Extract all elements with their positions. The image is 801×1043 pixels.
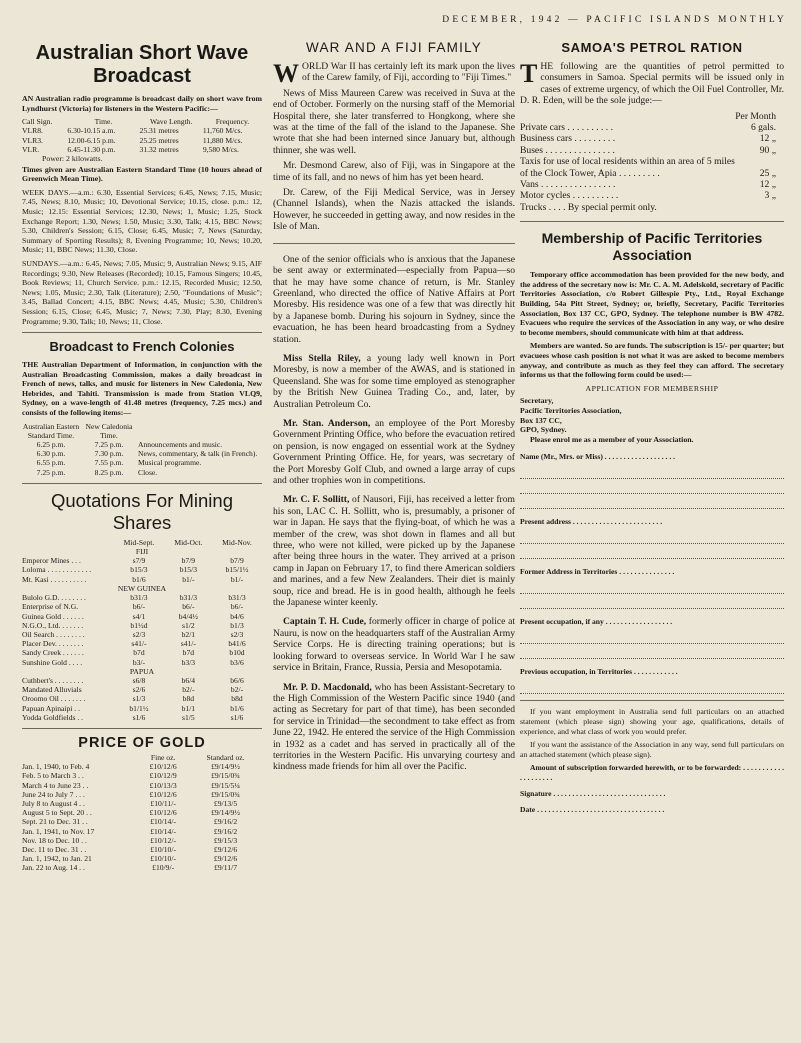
- table-cell: b3/-: [132, 657, 146, 667]
- table-cell: Emperor Mines . . .: [22, 556, 81, 566]
- form-blank-line[interactable]: [520, 581, 784, 594]
- table-cell: 6.30 p.m.: [36, 449, 66, 459]
- news-item-lead: Captain T. H. Cude,: [283, 616, 367, 628]
- table-cell: b4/6: [230, 611, 244, 621]
- column-left: [22, 38, 262, 1035]
- amount-field[interactable]: Amount of subscription forwarded herewith, or to be forwarded: . . . . . . . . . . . . . . . . . . . .: [520, 763, 784, 783]
- form-blank-line[interactable]: [520, 531, 784, 544]
- table-cell: 12 „: [759, 133, 776, 145]
- samoa-trucks: Trucks . . . . By special permit only.: [520, 201, 657, 213]
- divider: [520, 700, 784, 701]
- shortwave-power: Power: 2 kilowatts.: [42, 154, 103, 163]
- table-row: [22, 648, 262, 657]
- divider: [520, 221, 784, 222]
- table-cell: £10/13/3: [149, 780, 177, 790]
- mining-head-oct: Mid-Oct.: [174, 537, 203, 547]
- samoa-title: SAMOA'S PETROL RATION: [561, 40, 743, 55]
- table-cell: s6/8: [132, 675, 146, 685]
- table-row: [520, 122, 784, 133]
- fr-head-aest: Australian Eastern Standard Time.: [22, 421, 80, 440]
- table-cell: £10/10/-: [150, 854, 176, 864]
- fr-head-item: [138, 422, 262, 440]
- table-cell: s1/6: [230, 712, 244, 722]
- table-cell: Mt. Kasi . . . . . . . . . .: [22, 574, 87, 584]
- mining-head-blank: [22, 538, 113, 547]
- table-row: [22, 630, 262, 639]
- table-row: [22, 771, 262, 780]
- column-middle: [271, 38, 515, 1035]
- table-row: [22, 565, 262, 574]
- table-cell: b4/4½: [178, 611, 198, 621]
- table-cell: b7/9: [181, 556, 196, 566]
- table-cell: Loloma . . . . . . . . . . . .: [22, 565, 92, 575]
- gold-title: PRICE OF GOLD: [78, 734, 206, 751]
- table-row: [22, 854, 262, 863]
- form-blank-line[interactable]: [520, 681, 784, 694]
- table-cell: 6.25 p.m.: [36, 440, 66, 450]
- table-cell: b31/3: [130, 593, 148, 603]
- table-cell: 90 „: [759, 144, 776, 156]
- table-row: [22, 449, 262, 458]
- gold-table-body: [22, 762, 262, 872]
- news-item-lead: Miss Stella Riley,: [283, 352, 361, 364]
- table-cell: 11,760 M/cs.: [202, 126, 243, 136]
- table-cell: VLR8.: [22, 126, 43, 136]
- form-blank-line[interactable]: [520, 466, 784, 479]
- table-cell: Oroomo Oil . . . . . . .: [22, 694, 86, 704]
- table-cell: 25.25 metres: [139, 135, 179, 145]
- table-row: [22, 556, 262, 565]
- table-row: [22, 762, 262, 771]
- news-item-text: formerly officer in charge of police at Nauru, is now on the headquarters staff of the Australian Army Service Corps. He is directing training operations; but is looking forward to overseas service. In World War I he saw service in Britain, France, Russia, Persia and Mesopotamia.: [273, 616, 515, 674]
- table-cell: s1/5: [182, 712, 195, 722]
- table-cell: £10/10/-: [150, 844, 176, 854]
- table-cell: VLR3.: [22, 135, 43, 145]
- sw-head-freq: Frequency.: [215, 117, 250, 127]
- table-cell: £9/12/6: [213, 844, 238, 854]
- table-cell: b7d: [133, 648, 145, 658]
- table-cell: b3/3: [181, 657, 196, 667]
- divider: [22, 332, 262, 333]
- table-row: [22, 593, 262, 602]
- gold-head-fine: Fine oz.: [150, 752, 176, 762]
- column-right: [518, 38, 784, 1035]
- table-cell: b6/-: [230, 602, 244, 612]
- table-cell: £10/14/-: [150, 817, 176, 827]
- signature-field[interactable]: Signature . . . . . . . . . . . . . . . . . . . . . . . . . . . . . .: [520, 789, 666, 799]
- drop-cap: W: [273, 59, 299, 88]
- table-row: [22, 836, 262, 845]
- assistance-note: If you want the assistance of the Association in any way, send full particulars on an attached statement (which please sign).: [520, 740, 784, 759]
- table-row: [22, 468, 262, 477]
- table-cell: b7/9: [230, 556, 244, 566]
- news-item-lead: Mr. C. F. Sollitt,: [283, 494, 350, 506]
- membership-p1: Temporary office accommodation has been provided for the new body, and the address of the secretary now is: Mr. C. A. M. Adelskold, secretary of Pacific Territories Association, c/o Robert Gillespie Pty., Ltd., Royal Exchange Building, 54a Pitt Street, Sydney; or, briefly, Secretary, Pacific Territories Association, Box 137 CC, GPO, Sydney. The telephone number is BW 4782. Evacuees who require the services of the Association in any way, or who desire to become members, should communicate with him at that address.: [520, 270, 784, 337]
- table-row: [22, 639, 262, 648]
- sw-head-time: Time.: [94, 117, 113, 127]
- table-cell: £9/14/9½: [211, 808, 240, 818]
- table-cell: b6/-: [182, 602, 195, 612]
- table-row: [22, 126, 262, 135]
- table-cell: £9/15/5¼: [211, 780, 240, 790]
- gold-head-blank: [22, 753, 137, 762]
- table-cell: Guinea Gold . . . . . .: [22, 611, 84, 621]
- form-blank-line[interactable]: [520, 481, 784, 494]
- table-row: [22, 845, 262, 854]
- form-title: APPLICATION FOR MEMBERSHIP: [585, 383, 719, 393]
- table-row: [22, 781, 262, 790]
- table-cell: 6.45-11.30 p.m.: [67, 144, 116, 154]
- table-cell: Buses . . . . . . . . . . . . . . .: [520, 144, 615, 156]
- table-row: [22, 621, 262, 630]
- per-month-label: Per Month: [735, 110, 776, 122]
- table-cell: Oil Search . . . . . . . .: [22, 629, 85, 639]
- table-cell: Mandated Alluvials: [22, 685, 82, 695]
- fiji-para: News of Miss Maureen Carew was received in Suva at the end of October. Formerly on the nursing staff of the Memorial Hospital there, she later transferred to Hongkong, where she was at the time of the fall of the island to the Japanese. She wrote that she had been interned since January but, although thinner, she was well.: [273, 87, 515, 156]
- news-item-lead: Mr. Stan. Anderson,: [283, 417, 371, 429]
- employment-note: If you want employment in Australia send full particulars on an attached statement (which please sign) showing your age, qualifications, details of experience, and what class of work you would prefer.: [520, 707, 784, 736]
- table-cell: Private cars . . . . . . . . . .: [520, 122, 613, 134]
- table-cell: 6.55 p.m.: [36, 458, 66, 468]
- table-cell: £9/16/2: [213, 817, 238, 827]
- table-cell: b7d: [182, 648, 195, 658]
- table-row: [22, 575, 262, 584]
- divider: [22, 728, 262, 729]
- news-item: [273, 254, 515, 345]
- form-field-label[interactable]: Present occupation, if any . . . . . . . . . . . . . . . . . .: [520, 617, 673, 627]
- table-cell: £9/13/5: [213, 798, 238, 808]
- table-cell: 7.25 p.m.: [94, 440, 124, 450]
- table-cell: VLR.: [22, 144, 40, 154]
- fiji-title: WAR AND A FIJI FAMILY: [306, 40, 482, 55]
- membership-title: Membership of Pacific Territories Association: [541, 230, 763, 264]
- form-blank-line[interactable]: [520, 596, 784, 609]
- table-cell: b1/-: [182, 574, 195, 584]
- table-cell: £9/14/9½: [211, 762, 240, 772]
- samoa-intro-text: HE following are the quantities of petrol permitted to consumers in Samoa. Special permits will be issued only in cases of extreme urgency, of which the Oil Fuel Controller, Mr. D. R. Eden, will be the sole judge:—: [520, 61, 784, 107]
- table-cell: Sandy Creek . . . . . .: [22, 648, 84, 658]
- table-row: [22, 612, 262, 621]
- table-cell: 12.00-6.15 p.m.: [67, 135, 116, 145]
- fiji-para: [273, 59, 515, 88]
- table-cell: £10/12/6: [149, 808, 177, 818]
- form-blank-line[interactable]: [520, 631, 784, 644]
- table-cell: b1/1½: [129, 703, 149, 713]
- table-cell: Dec. 11 to Dec. 31 . .: [22, 844, 87, 854]
- table-row: [22, 704, 262, 713]
- table-cell: Sunshine Gold . . . .: [22, 657, 83, 667]
- table-cell: £10/12/-: [150, 835, 176, 845]
- table-cell: Jan. 1, 1941, to Nov. 17: [22, 826, 95, 836]
- fiji-para-text: ORLD War II has certainly left its mark upon the lives of the Carew family, of Fiji, according to "Fiji Times.": [302, 61, 515, 84]
- news-item: [273, 418, 515, 486]
- news-item-lead: Mr. P. D. Macdonald,: [283, 681, 372, 693]
- group-heading-new-guinea: NEW GUINEA: [117, 583, 167, 593]
- table-cell: b8d: [231, 694, 243, 704]
- table-cell: s41/-: [131, 639, 147, 649]
- table-cell: Cuthbert's . . . . . . . .: [22, 675, 84, 685]
- shortwave-intro: AN Australian radio programme is broadcast daily on short wave from Lyndhurst (Victoria) for listeners in the Western Pacific:—: [22, 94, 262, 113]
- table-row: [22, 863, 262, 872]
- table-cell: Papuan Apinaipi . .: [22, 703, 81, 713]
- shortwave-table: [22, 117, 262, 154]
- table-cell: 12 „: [759, 179, 776, 191]
- table-row: [22, 458, 262, 467]
- table-cell: £9/15/0¾: [211, 789, 240, 799]
- form-field-label[interactable]: Previous occupation, in Territories . . . . . . . . . . . .: [520, 667, 678, 677]
- table-cell: s7/9: [132, 556, 146, 566]
- table-row: [22, 676, 262, 685]
- table-cell: b6/4: [181, 675, 196, 685]
- table-cell: b2/1: [181, 629, 196, 639]
- petrol-table-body: [520, 122, 784, 202]
- sw-head-call: Call Sign.: [22, 117, 53, 127]
- table-row: [22, 817, 262, 826]
- table-cell: b1/6: [132, 574, 146, 584]
- table-row: [520, 190, 784, 201]
- form-blank-line[interactable]: [520, 496, 784, 509]
- fiji-para: Mr. Desmond Carew, also of Fiji, was in Singapore at the time of its fall, and no news of him has yet been heard.: [273, 160, 515, 183]
- table-cell: Enterprise of N.G.: [22, 602, 79, 612]
- table-row: [520, 133, 784, 144]
- personal-notes: [273, 254, 515, 773]
- table-cell: Close.: [138, 467, 158, 477]
- table-row: [22, 808, 262, 817]
- table-cell: 9,580 M/cs.: [202, 144, 239, 154]
- table-row: [520, 179, 784, 190]
- table-cell: s2/6: [132, 685, 146, 695]
- form-address: Secretary, Pacific Territories Association, Box 137 CC, GPO, Sydney.: [520, 396, 622, 435]
- table-row: [22, 440, 262, 449]
- table-row: [22, 790, 262, 799]
- form-blank-line[interactable]: [520, 546, 784, 559]
- table-cell: £10/11/-: [150, 798, 176, 808]
- table-cell: 7.55 p.m.: [94, 458, 124, 468]
- table-cell: s1/3: [132, 694, 146, 704]
- table-row: [22, 658, 262, 667]
- table-cell: b15/1½: [225, 565, 249, 575]
- table-cell: 25.31 metres: [139, 126, 179, 136]
- news-item-text: of Nausori, Fiji, has received a letter from his son, LAC C. H. Sollitt, who is, presumably, a prisoner of war in Japan. He says that the flying-boat, of which he was a member of the crew, was shot down in flames and all but three, who were not killed, were picked up by the Japanese after being three hours in the water. They arrived at a prison camp in Japan on February 17, to find there American soldiers and marines, and a few New Zealanders. Their diet is mainly soup, rice and bread. He is in good health, although he feels the Japanese winter keenly.: [273, 494, 515, 609]
- news-item-text: who has been Assistant-Secretary to the High Commission of the Western Pacific since 1940 (and acting as Secretary for part of that time), has been seconded for service in Trinidad—the secondment to take effect as from June 22, 1942. He entered the service of the High Commission in 1932 as a cadet and has served in practically all of the territories in the Western Pacific. His unvarying courtesy and kindness made friends for him all over the Pacific.: [273, 681, 515, 773]
- table-cell: £9/15/3: [213, 835, 238, 845]
- table-row: [22, 685, 262, 694]
- divider: [22, 483, 262, 484]
- form-field-label[interactable]: Former Address in Territories . . . . . . . . . . . . . . .: [520, 567, 675, 577]
- table-cell: Yodda Goldfields . .: [22, 712, 84, 722]
- news-item: [273, 353, 515, 410]
- table-cell: 25 „: [759, 167, 776, 179]
- table-cell: s4/1: [132, 611, 146, 621]
- table-cell: b2/-: [182, 685, 195, 695]
- table-cell: b8d: [182, 694, 195, 704]
- table-cell: b10d: [229, 648, 245, 658]
- table-cell: Taxis for use of local residents within an area of 5 miles of the Clock Tower, Apia . . . . . . . . .: [520, 156, 735, 179]
- mining-head-nov: Mid-Nov.: [222, 537, 252, 547]
- news-item: [273, 494, 515, 608]
- table-cell: b6/-: [132, 602, 146, 612]
- table-cell: b1/-: [230, 574, 244, 584]
- table-cell: News, commentary, & talk (in French).: [138, 449, 258, 459]
- table-cell: Vans . . . . . . . . . . . . . . . .: [520, 179, 616, 191]
- table-cell: £9/11/7: [214, 863, 237, 873]
- table-row: [22, 602, 262, 611]
- table-cell: Bulolo G.D. . . . . . . .: [22, 593, 86, 603]
- table-row: [22, 827, 262, 836]
- table-cell: 6 gals.: [750, 122, 776, 134]
- fiji-para: Dr. Carew, of the Fiji Medical Service, was in Jersey (Channel Islands), when the Nazis attacked the islands. However, he succeeded in getting away, and now resides in the Isle of Man.: [273, 187, 515, 233]
- table-cell: March 4 to June 23 . .: [22, 780, 89, 790]
- table-cell: 11,880 M/cs.: [202, 135, 243, 145]
- table-cell: £9/15/0¾: [211, 771, 240, 781]
- table-cell: b1/1: [181, 703, 196, 713]
- form-field-label[interactable]: Name (Mr., Mrs. or Miss) . . . . . . . . . . . . . . . . . . .: [520, 452, 676, 462]
- news-item: [273, 682, 515, 773]
- french-table: [22, 422, 262, 477]
- table-cell: £9/16/2: [213, 826, 238, 836]
- form-fields: [520, 452, 784, 694]
- table-cell: 7.25 p.m.: [36, 467, 66, 477]
- table-cell: Jan. 22 to Aug. 14 . .: [22, 863, 85, 873]
- table-cell: b1/3: [230, 620, 244, 630]
- table-cell: £10/14/-: [150, 826, 176, 836]
- table-cell: s1/2: [182, 620, 195, 630]
- table-cell: Jan. 1, 1940, to Feb. 4: [22, 762, 90, 772]
- table-cell: s41/-: [180, 639, 196, 649]
- french-title: Broadcast to French Colonies: [49, 339, 235, 355]
- table-cell: Business cars . . . . . . . . .: [520, 133, 616, 145]
- running-head: DECEMBER, 1942 — PACIFIC ISLANDS MONTHLY: [442, 15, 787, 25]
- table-cell: N.G.O., Ltd. . . . . . .: [22, 620, 84, 630]
- drop-cap: T: [520, 59, 538, 88]
- table-cell: b15/3: [130, 565, 148, 575]
- mining-title: Quotations For Mining Shares: [50, 489, 233, 533]
- table-cell: £10/12/6: [149, 789, 177, 799]
- gold-table: [22, 753, 262, 873]
- table-cell: b31/3: [179, 593, 197, 603]
- table-cell: 3 „: [764, 190, 776, 202]
- table-cell: Motor cycles . . . . . . . . . .: [520, 190, 619, 202]
- table-cell: Feb. 5 to March 3 . .: [22, 771, 84, 781]
- gold-head-standard: Standard oz.: [206, 752, 245, 762]
- table-cell: Musical programme.: [138, 458, 202, 468]
- table-row: [22, 799, 262, 808]
- table-cell: b41/6: [228, 639, 246, 649]
- table-cell: b1/6: [230, 703, 244, 713]
- table-cell: £10/12/9: [149, 771, 177, 781]
- table-cell: £10/9/-: [152, 863, 175, 873]
- petrol-table: [520, 122, 784, 202]
- news-item: [273, 616, 515, 673]
- table-cell: s1/6: [132, 712, 146, 722]
- french-intro: THE Australian Department of Information, in conjunction with the Australian Broadcasting Commission, makes a daily broadcast in French of news, talks, and music for listeners in New Caledonia, New Hebrides, and Tahiti. Transmission is made from Station VLQ9, Sydney, on a wave-length of 41.48 metres (frequency, 7.25 mcs.) and consists of the following items:—: [22, 360, 262, 418]
- table-cell: Sept. 21 to Dec. 31 . .: [22, 817, 88, 827]
- membership-p2: Members are wanted. So are funds. The subscription is 15/- per quarter; but evacuees whose cash position is not what it was are asked to become members anyway, and contribute as much as they feel they can afford. The secretary informs us that the following form could be used:—: [520, 341, 784, 380]
- table-cell: Jan. 1, 1942, to Jan. 21: [22, 854, 92, 864]
- group-heading-fiji: FIJI: [135, 547, 149, 557]
- news-item-text: a young lady well known in Port Moresby, is now a member of the AWAS, and is stationed in Queensland. She was for some time employed as stenographer by the British New Guinea Trading Co., and, later, by Australian Petroleum Co.: [273, 352, 515, 410]
- news-item-text: an employee of the Port Moresby Government Printing Office, who before the evacuation retired on pension, is now engaged on essential work at the Sydney Government Printing Office. He, for years, was secretary of the Port Moresby Golf Club, and owned a large array of cups and other trophies won in competitions.: [273, 417, 515, 486]
- divider: [273, 243, 515, 244]
- table-cell: 6.30-10.15 a.m.: [67, 126, 116, 136]
- table-cell: b31/3: [228, 593, 246, 603]
- table-row: [520, 156, 784, 179]
- table-cell: August 5 to Sept. 20 . .: [22, 808, 92, 818]
- table-cell: s2/3: [132, 629, 146, 639]
- table-cell: July 8 to August 4 . .: [22, 798, 85, 808]
- table-cell: 31.32 metres: [139, 144, 179, 154]
- news-item-text: One of the senior officials who is anxious that the Japanese be sent away or exterminated—especially from Papua—so that he may have some chance of return, is Mr. Stanley Greenland, who directed the office of Native Affairs at Port Moresby. His residence was one of a few that was directly hit by a Japanese bomb. During his sojourn in Sydney, since the evacuation, he has been heard broadcasting from a Sydney station.: [273, 253, 515, 345]
- table-cell: 7.30 p.m.: [94, 449, 124, 459]
- form-field-label[interactable]: Present address . . . . . . . . . . . . . . . . . . . . . . . .: [520, 517, 663, 527]
- table-cell: £10/12/6: [149, 762, 177, 772]
- table-cell: b3/6: [230, 657, 244, 667]
- table-row: [22, 694, 262, 703]
- date-field[interactable]: Date . . . . . . . . . . . . . . . . . . . . . . . . . . . . . . . . . .: [520, 805, 665, 815]
- table-cell: Nov. 18 to Dec. 10 . .: [22, 835, 87, 845]
- table-cell: b2/-: [230, 685, 244, 695]
- samoa-intro: [520, 61, 784, 107]
- table-cell: Announcements and music.: [138, 440, 223, 450]
- mining-table: [22, 538, 262, 722]
- table-cell: June 24 to July 7 . . .: [22, 789, 85, 799]
- sw-head-wave: Wave Length.: [149, 117, 193, 127]
- table-cell: b15/3: [179, 565, 197, 575]
- table-row: [22, 145, 262, 154]
- table-cell: 8.25 p.m.: [94, 467, 124, 477]
- table-cell: Placer Dev. . . . . . . .: [22, 639, 84, 649]
- shortwave-sundays: SUNDAYS.—a.m.: 6.45, News; 7.05, Music; 9, Australian News; 9.15, AIF Recordings; 9.30, New Releases (Recorded); 10.15, Famous Singers; 10.45, Book Reviews; 11, Church Service. p.m.: 12.15, Recorded Music; 12.50, News; 1.05, Music; 2.30, Talk (Literature); 2.50, "Foundations of Music"; 3.45, Ballad Concert; 4.15, BBC News; 4.45, Music; 5.30, Children's Session; 6.15, Close; 6.45, Music; 7, News; 7.30, Play; 8.30, Evening Programme; 9.30, Talk; 10, News; 11, Close.: [22, 258, 262, 326]
- shortwave-title: Australian Short Wave Broadcast: [35, 42, 249, 87]
- group-heading-papua: PAPUA: [129, 666, 155, 676]
- shortwave-note: Times given are Australian Eastern Standard Time (10 hours ahead of Greenwich Mean Time).: [22, 164, 262, 184]
- shortwave-weekdays: WEEK DAYS.—a.m.: 6.30, Essential Services; 6.45, News; 7.15, Music; 7.45, News; 8.10, Music; 10, Devotional Service; 10.15, close. p.m.: 12, Music; 12.15: Essential Services; 12.30, News; 1, Music; 1.25, Stock Exchange Report; 1.30, News; 1.50, Music; 3.30, Talk; 4.15, BBC News; 5.30, Children's Session; 6.15, Close; 6.45, Music; 7, News (Saturday, Summary of Sporting Results); 8, Evening Programme; 10, News; 10.20, Music; 11, BBC News; 11.30, Close.: [22, 187, 262, 255]
- table-cell: b6/6: [230, 675, 244, 685]
- table-row: [22, 713, 262, 722]
- table-cell: s2/3: [230, 629, 244, 639]
- table-row: [520, 145, 784, 156]
- form-blank-line[interactable]: [520, 646, 784, 659]
- table-row: [22, 136, 262, 145]
- fr-head-nct: New Caledonia Time.: [85, 421, 133, 440]
- mining-head-sept: Mid-Sept.: [123, 537, 155, 547]
- form-enrol: Please enrol me as a member of your Association.: [530, 434, 694, 444]
- table-cell: £9/12/6: [213, 854, 238, 864]
- table-cell: b1½d: [130, 620, 148, 630]
